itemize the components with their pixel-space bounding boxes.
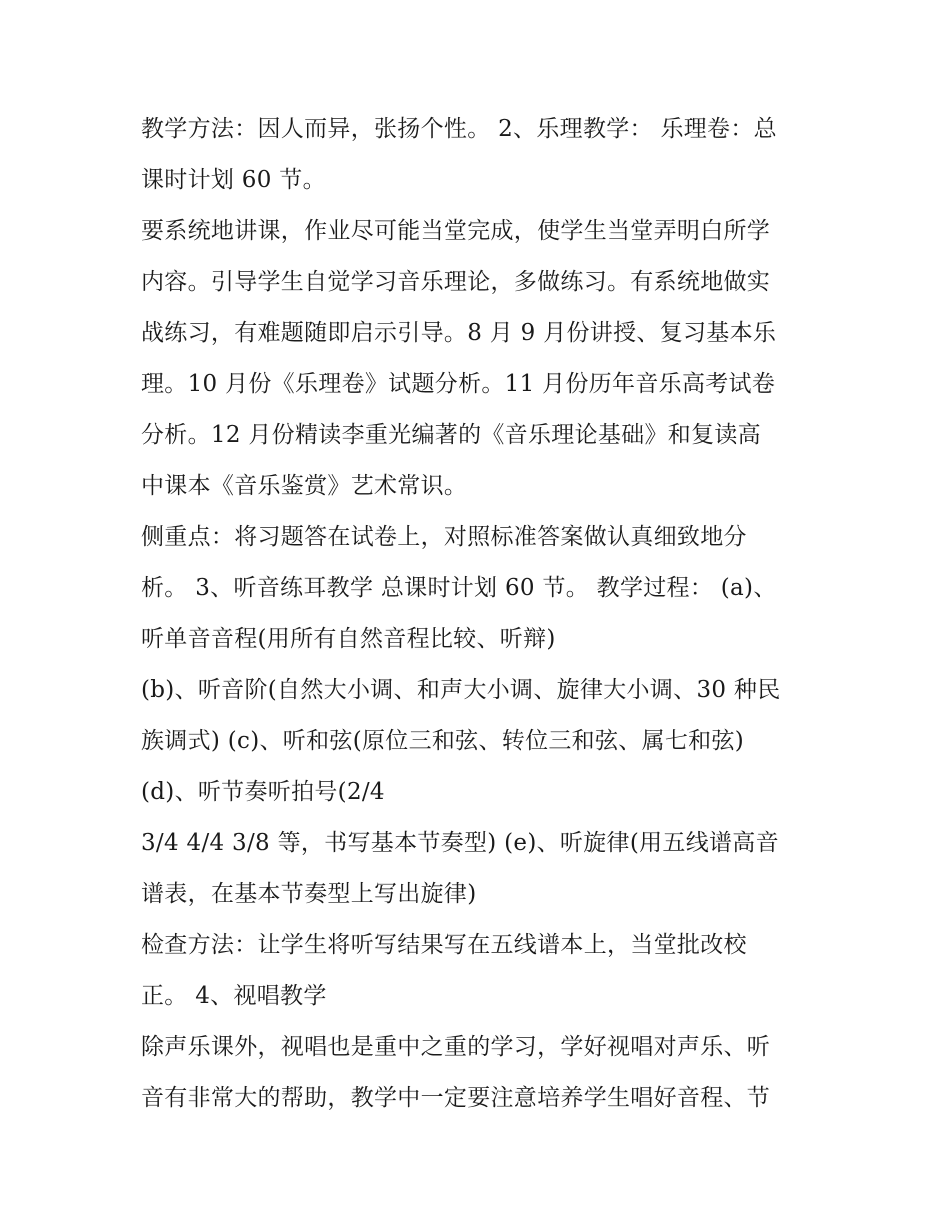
- text-line: 谱表，在基本节奏型上写出旋律): [141, 881, 477, 907]
- text-line: 中课本《音乐鉴赏》艺术常识。: [141, 473, 468, 499]
- text-line: 除声乐课外，视唱也是重中之重的学习，学好视唱对声乐、听: [141, 1034, 771, 1060]
- text-line: 内容。引导学生自觉学习音乐理论，多做练习。有系统地做实: [141, 269, 771, 295]
- text-line: 音有非常大的帮助，教学中一定要注意培养学生唱好音程、节: [141, 1085, 771, 1111]
- text-line: 析。 3、听音练耳教学 总课时计划 60 节。 教学过程： (a)、: [141, 575, 777, 601]
- text-line: 战练习，有难题随即启示引导。8 月 9 月份讲授、复习基本乐: [141, 320, 777, 346]
- text-line: 理。10 月份《乐理卷》试题分析。11 月份历年音乐高考试卷: [141, 371, 776, 397]
- text-line: 课时计划 60 节。: [141, 167, 326, 193]
- text-line: 分析。12 月份精读李重光编著的《音乐理论基础》和复读高: [141, 422, 761, 448]
- document-body: [141, 108, 821, 1128]
- text-line: 正。 4、视唱教学: [141, 983, 327, 1009]
- text-line: 听单音音程(用所有自然音程比较、听辩): [141, 626, 556, 652]
- text-line: 要系统地讲课，作业尽可能当堂完成，使学生当堂弄明白所学: [141, 218, 771, 244]
- text-line: 检查方法：让学生将听写结果写在五线谱本上，当堂批改校: [141, 932, 747, 958]
- text-line: 3/4 4/4 3/8 等，书写基本节奏型) (e)、听旋律(用五线谱高音: [141, 830, 779, 856]
- text-line: 侧重点：将习题答在试卷上，对照标准答案做认真细致地分: [141, 524, 747, 550]
- text-line: (d)、听节奏听拍号(2/4: [141, 779, 385, 805]
- text-line: 教学方法：因人而异，张扬个性。 2、乐理教学： 乐理卷：总: [141, 116, 777, 142]
- text-line: (b)、听音阶(自然大小调、和声大小调、旋律大小调、30 种民: [141, 677, 781, 703]
- text-line: 族调式) (c)、听和弦(原位三和弦、转位三和弦、属七和弦): [141, 728, 745, 754]
